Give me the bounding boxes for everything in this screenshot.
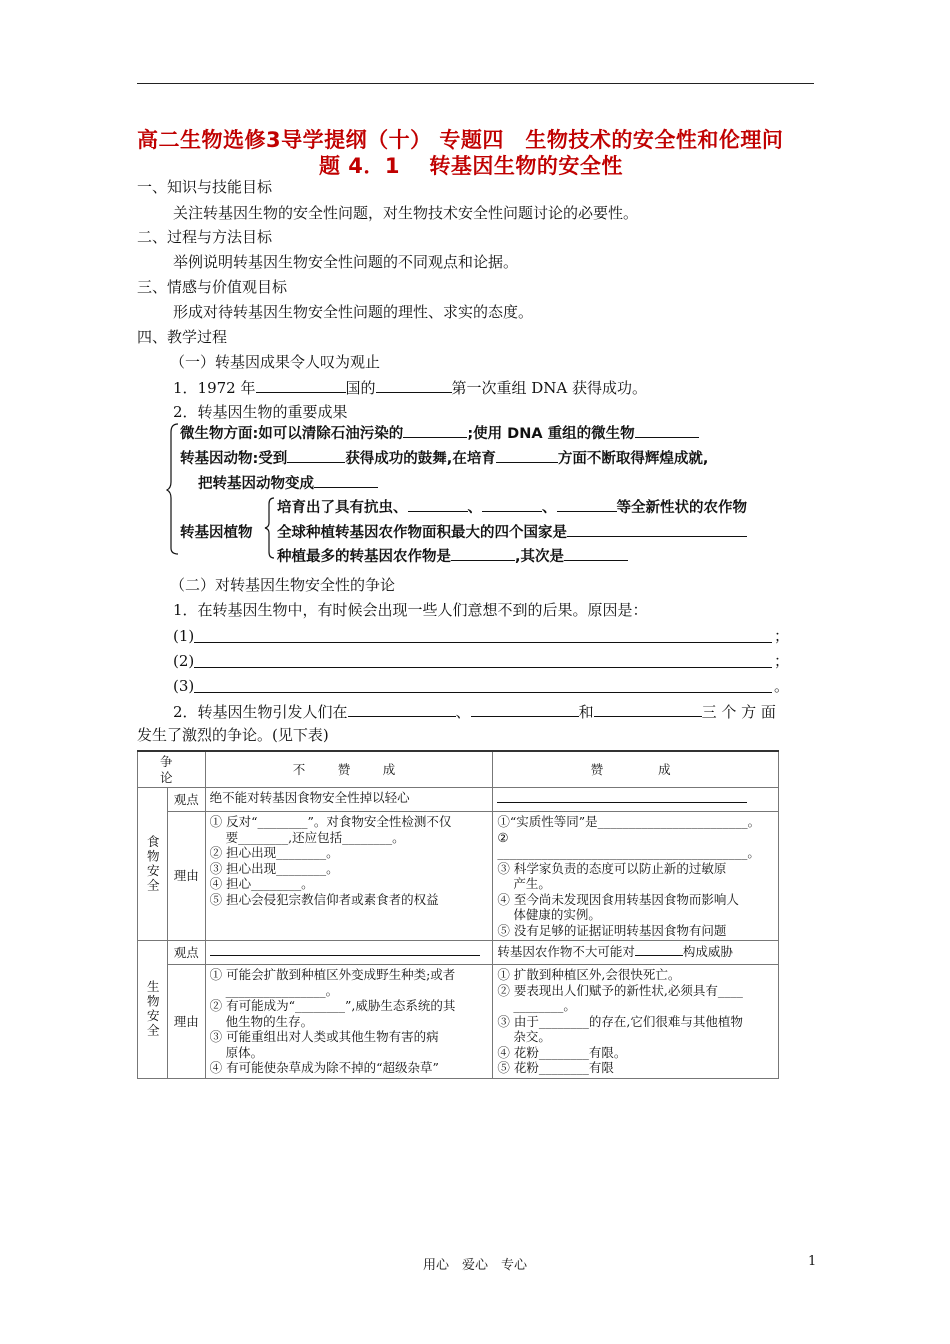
fill-line [194,667,772,668]
food-label: 食物安全 [138,788,168,941]
table-row [138,965,779,1079]
title-line-1: 高二生物选修3导学提纲（十） 专题四 生物技术的安全性和伦理问 [137,128,784,152]
blank [403,423,467,438]
bio-view-against [205,941,493,965]
micro-a: 微生物方面:如可以清除石油污染的 [180,426,404,442]
item-1-a: 1．1972 年 [173,379,256,397]
item-1-b: 国的 [345,379,376,397]
bio-for-reasons [493,965,779,1079]
header-topic: 争 论 [138,751,206,788]
fill-line [194,692,772,693]
goal-3-text: 形成对待转基因生物安全性问题的理性、求实的态度。 [173,303,534,321]
plant-line-2 [277,521,747,542]
q1-end-3: 。 [774,677,790,695]
list-item: ③ 由于________的存在,它们很难与其他植物 [497,1013,743,1029]
blank [376,378,452,393]
plant-line-1 [277,496,747,517]
plant3-b: ,其次是 [515,549,565,565]
bio-view-for-b: 构成威胁 [682,944,733,959]
bio-against-reasons [205,965,493,1079]
blank [567,522,747,537]
blank [348,702,456,717]
plant2-text: 全球种植转基因农作物面积最大的四个国家是 [277,525,567,541]
animal-c: 方面不断取得辉煌成就, [557,451,709,467]
page-number: 1 [808,1254,817,1269]
q2-sep: 、 [455,703,471,721]
goal-3-heading: 三、情感与价值观目标 [137,278,288,296]
question-2-cont: 发生了激烈的争论。(见下表) [137,726,329,744]
q1-end-2: ； [774,652,790,670]
goal-1-text: 关注转基因生物的安全性问题，对生物技术安全性问题讨论的必要性。 [173,204,639,222]
blank [497,790,747,803]
item-1 [173,378,647,397]
food-against-reasons [205,812,493,941]
plant1-a: 培育出了具有抗虫、 [277,500,408,516]
q2-and: 和 [578,703,594,721]
list-item: ________。 [513,998,576,1013]
table-header-row [138,751,779,788]
blank [496,448,558,463]
list-item: ② 有可能成为“________”,威胁生态系统的其 [209,998,456,1013]
list-item: ________________。 [225,982,339,998]
q1-end-1: ； [774,627,790,645]
blank [314,473,378,488]
q2-b: 三 个 方 面 [701,703,776,721]
goal-1-heading: 一、知识与技能目标 [137,178,273,196]
list-item: ④ 花粉________有限。 [497,1044,627,1060]
question-2 [173,702,776,721]
list-item: ③ 担心出现________。 [209,860,339,876]
question-1: 1．在转基因生物中，有时候会出现一些人们意想不到的后果。原因是： [173,601,648,619]
q2-a: 2．转基因生物引发人们在 [173,703,348,721]
list-item: ⑤ 花粉________有限 [497,1060,614,1075]
list-item: 他生物的生存。 [225,1013,314,1029]
header-for: 赞 成 [493,751,779,788]
animal-a: 转基因动物:受到 [180,451,288,467]
blank [635,943,683,956]
list-item: 产生。 [513,876,551,891]
list-item: ② 要表现出人们赋予的新性状,必须具有____ [497,982,743,998]
bio-view-for-a: 转基因农作物不大可能对 [497,944,635,959]
blank [564,546,628,561]
item-1-c: 第一次重组 DNA 获得成功。 [451,379,648,397]
sub-heading-1: （一）转基因成果令人叹为观止 [170,353,381,371]
bio-view-for [493,941,779,965]
goal-2-text: 举例说明转基因生物安全性问题的不同观点和论据。 [173,253,519,271]
list-item: 原体。 [225,1044,264,1060]
sub-heading-2: （二）对转基因生物安全性的争论 [170,576,396,594]
food-for-reasons [493,812,779,941]
blank [451,546,515,561]
title-line-2: 题 4．1 转基因生物的安全性 [319,154,623,178]
process-heading: 四、教学过程 [137,328,228,346]
food-view-for [493,788,779,812]
q1-label-3: (3) [173,677,195,695]
list-item: ① 扩散到种植区外,会很快死亡。 [497,967,681,982]
animal-b: 获得成功的鼓舞,在培育 [345,451,496,467]
plant1-sep: 、 [467,500,482,516]
list-item: ① 反对“________”。对食物安全性检测不仅 [209,814,452,829]
blank [635,423,699,438]
plant1-sep: 、 [542,500,557,516]
view-label: 观点 [167,788,205,812]
q1-label-1: (1) [173,627,195,645]
plant3-a: 种植最多的转基因农作物是 [277,549,451,565]
list-item: ③ 科学家负责的态度可以防止新的过敏原 [497,860,727,876]
item-2: 2．转基因生物的重要成果 [173,403,348,421]
animal-line-2 [198,472,378,493]
list-item: ④ 担心________。 [209,876,314,891]
list-item: 体健康的实例。 [513,907,601,922]
blank [557,497,617,512]
table-row [138,941,779,965]
goal-2-heading: 二、过程与方法目标 [137,228,273,246]
blank [210,943,480,956]
reason-label: 理由 [167,812,205,941]
fill-line [194,642,772,643]
q1-label-2: (2) [173,652,195,670]
view-label: 观点 [167,941,205,965]
blank [287,448,345,463]
blank [408,497,468,512]
reason-label: 理由 [167,965,205,1079]
micro-line [180,422,699,443]
micro-b: ;使用 DNA 重组的微生物 [467,426,635,442]
plant-line-3 [277,545,628,566]
food-view-against: 绝不能对转基因食物安全性掉以轻心 [205,788,493,812]
bio-label: 生物安全 [138,941,168,1079]
header-against: 不 赞 成 [205,751,493,788]
list-item: ①“实质性等同”是________________________。 [497,814,761,829]
outer-brace [166,422,180,556]
list-item: 杂交。 [513,1029,551,1044]
list-item: ⑤ 担心会侵犯宗教信仰者或素食者的权益 [209,891,439,907]
blank [471,702,579,717]
blank [482,497,542,512]
animal-line [180,447,708,468]
table-row [138,812,779,941]
blank [594,702,702,717]
list-item: ① 可能会扩散到种植区外变成野生种类;或者 [209,967,456,982]
list-item: ④ 至今尚未发现因食用转基因食物而影响人 [497,891,739,907]
table-row [138,788,779,812]
list-item: 要________,还应包括________。 [225,829,405,845]
plant1-b: 等全新性状的农作物 [616,500,747,516]
header-rule [137,83,814,84]
animal-d: 把转基因动物变成 [198,476,314,492]
inner-brace [264,496,276,560]
list-item: ② ________________________________________。 [497,829,760,860]
blank [256,378,346,393]
list-item: ③ 可能重组出对人类或其他生物有害的病 [209,1029,439,1044]
list-item: ② 担心出现________。 [209,845,339,860]
list-item: ⑤ 没有足够的证据证明转基因食物有问题 [497,922,727,938]
plant-label: 转基因植物 [180,525,253,541]
debate-table [137,750,779,1079]
list-item: ④ 有可能使杂草成为除不掉的“超级杂草” [209,1060,439,1075]
page-footer: 用心 爱心 专心 [422,1258,527,1273]
